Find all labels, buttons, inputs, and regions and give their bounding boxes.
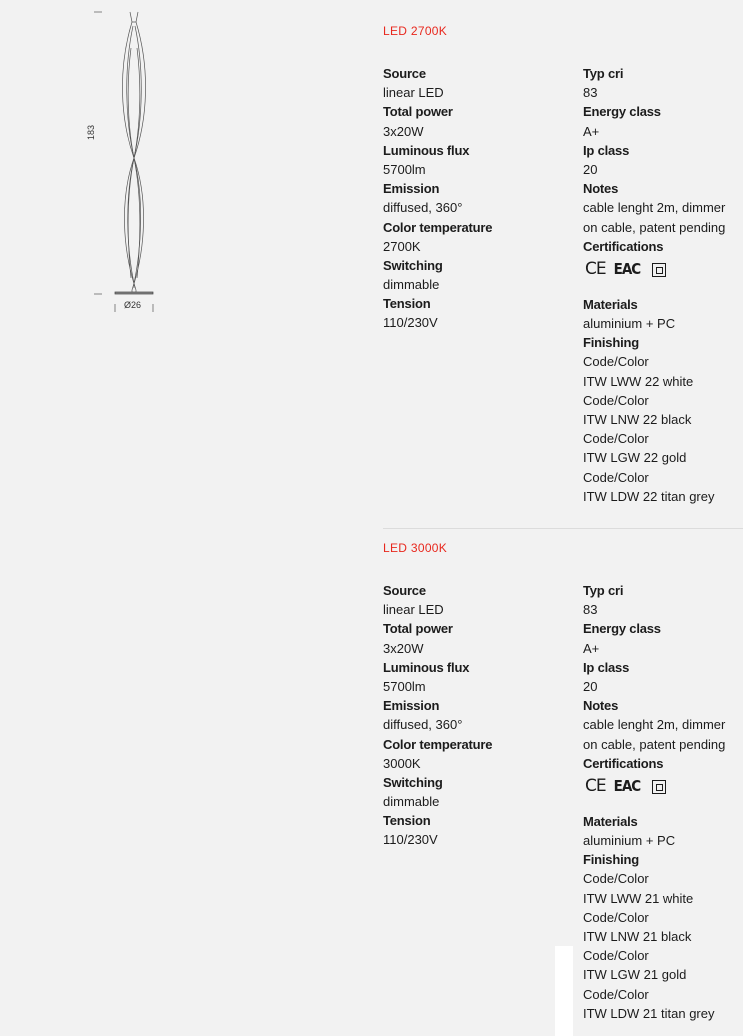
energy-class-value: A+ (583, 123, 600, 139)
materials-label: Materials (583, 296, 638, 312)
finish-code-label: Code/Color (583, 431, 649, 447)
materials-value: aluminium + PC (583, 316, 676, 332)
spec-label: Emission (383, 698, 440, 714)
certifications-label: Certifications (583, 238, 664, 254)
ip-class-value: 20 (583, 678, 598, 694)
ce-mark-icon: CE (585, 776, 606, 797)
spec-value: linear LED (383, 85, 444, 101)
eac-mark-icon: EAC (613, 260, 641, 279)
white-overlay-block (555, 946, 573, 1036)
spec-value: 3x20W (383, 123, 424, 139)
spec-label: Switching (383, 257, 443, 273)
section-title: LED 2700K (383, 24, 448, 38)
spec-value: 3000K (383, 755, 421, 771)
section-divider (383, 528, 743, 529)
spec-label: Switching (383, 774, 443, 790)
finish-code-value: ITW LWW 22 white (583, 373, 694, 389)
finish-code-label: Code/Color (583, 871, 649, 887)
ip-class-value: 20 (583, 161, 598, 177)
certification-icons (583, 256, 743, 284)
spec-label: Total power (383, 621, 453, 637)
finish-code-label: Code/Color (583, 909, 649, 925)
spec-value: dimmable (383, 794, 440, 810)
spec-value: 110/230V (383, 832, 438, 848)
eac-mark-icon: EAC (613, 777, 641, 796)
spec-label: Source (383, 66, 426, 81)
finish-code-label: Code/Color (583, 354, 649, 370)
certification-icons (583, 773, 743, 801)
ce-mark-icon: CE (585, 259, 606, 280)
finishing-label: Finishing (583, 335, 639, 351)
height-dimension: 183 (86, 124, 96, 140)
finish-code-value: ITW LGW 21 gold (583, 967, 687, 983)
energy-class-label: Energy class (583, 621, 661, 637)
spec-label: Total power (383, 104, 453, 120)
finishing-label: Finishing (583, 852, 639, 868)
notes-value: cable lenght 2m, dimmer on cable, patent pending (583, 200, 726, 235)
spec-column-right (583, 64, 743, 506)
spec-label: Luminous flux (383, 659, 470, 675)
spec-value: 5700lm (383, 161, 426, 177)
diameter-dimension: Ø26 (124, 300, 142, 310)
notes-label: Notes (583, 181, 619, 197)
spec-label: Luminous flux (383, 142, 470, 158)
finish-code-value: ITW LDW 21 titan grey (583, 1005, 715, 1021)
spec-value: 5700lm (383, 678, 426, 694)
finish-code-value: ITW LGW 22 gold (583, 450, 687, 466)
spec-value: diffused, 360° (383, 717, 463, 733)
class-ii-icon (652, 780, 666, 794)
notes-value: cable lenght 2m, dimmer on cable, patent pending (583, 717, 726, 752)
spec-label: Source (383, 583, 426, 598)
spec-value: linear LED (383, 602, 444, 618)
spec-column-left (383, 581, 583, 850)
spec-label: Tension (383, 296, 431, 312)
spec-column-left (383, 64, 583, 333)
spec-label: Color temperature (383, 219, 493, 235)
spec-value: 3x20W (383, 640, 424, 656)
finish-code-label: Code/Color (583, 469, 649, 485)
finish-code-value: ITW LNW 21 black (583, 929, 692, 945)
materials-label: Materials (583, 813, 638, 829)
spec-value: dimmable (383, 277, 440, 293)
typ-cri-value: 83 (583, 602, 598, 618)
materials-value: aluminium + PC (583, 833, 676, 849)
spec-value: diffused, 360° (383, 200, 463, 216)
class-ii-icon (652, 263, 666, 277)
ip-class-label: Ip class (583, 142, 630, 158)
finish-code-label: Code/Color (583, 948, 649, 964)
finish-code-label: Code/Color (583, 392, 649, 408)
section-title: LED 3000K (383, 541, 448, 555)
spec-column-right (583, 581, 743, 1023)
ip-class-label: Ip class (583, 659, 630, 675)
spec-value: 2700K (383, 238, 421, 254)
finish-code-value: ITW LNW 22 black (583, 412, 692, 428)
notes-label: Notes (583, 698, 619, 714)
certifications-label: Certifications (583, 755, 664, 771)
energy-class-label: Energy class (583, 104, 661, 120)
spec-label: Tension (383, 813, 431, 829)
typ-cri-label: Typ cri (583, 583, 624, 598)
lamp-technical-drawing (88, 8, 168, 318)
spec-label: Emission (383, 181, 440, 197)
typ-cri-value: 83 (583, 85, 598, 101)
finish-code-label: Code/Color (583, 986, 649, 1002)
typ-cri-label: Typ cri (583, 66, 624, 81)
finish-code-value: ITW LWW 21 white (583, 890, 694, 906)
spec-value: 110/230V (383, 315, 438, 331)
spec-label: Color temperature (383, 736, 493, 752)
finish-code-value: ITW LDW 22 titan grey (583, 488, 715, 504)
energy-class-value: A+ (583, 640, 600, 656)
